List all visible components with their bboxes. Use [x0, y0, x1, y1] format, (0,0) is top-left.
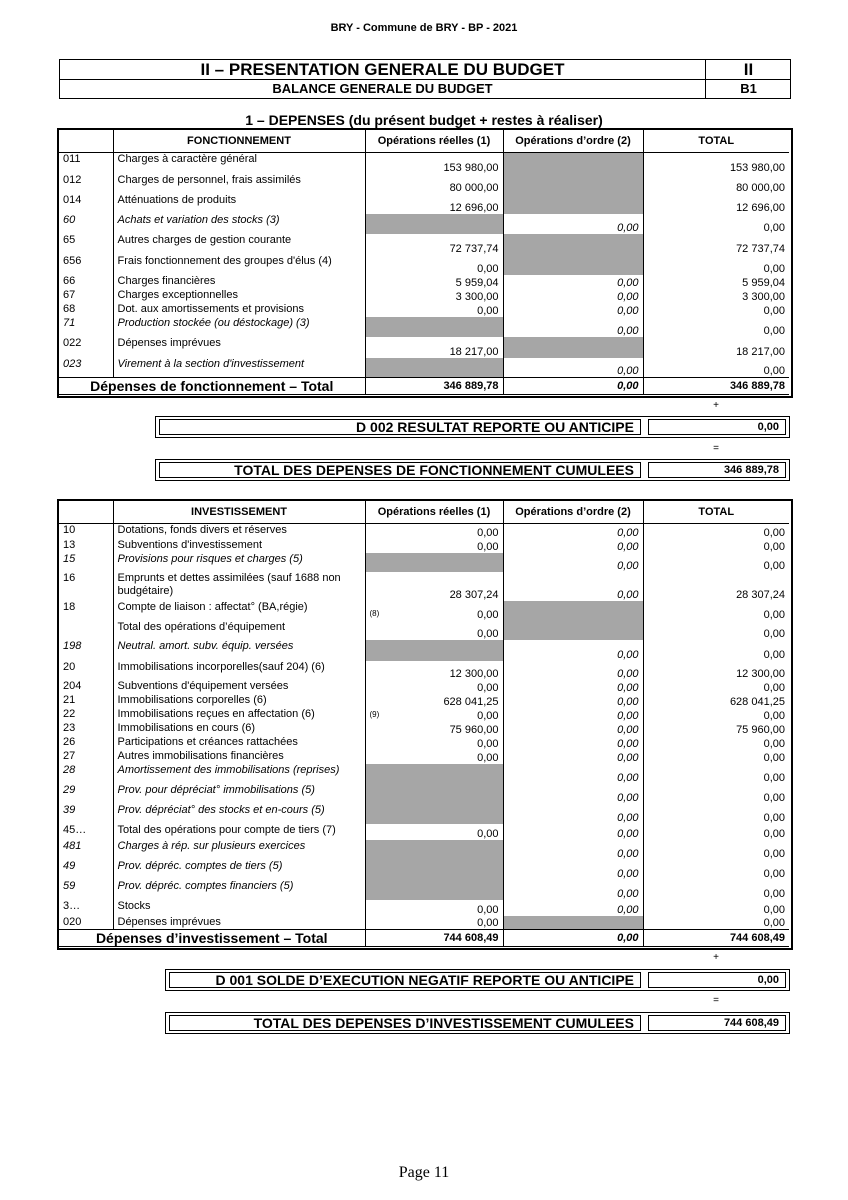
row-reel: 0,00 — [365, 303, 503, 317]
row-total: 0,00 — [643, 317, 789, 337]
row-ordre: 0,00 — [503, 736, 643, 750]
row-code: 45… — [63, 823, 87, 836]
row-label: Immobilisations en cours (6) — [113, 722, 365, 736]
row-total: 0,00 — [643, 708, 789, 722]
header-investissement: INVESTISSEMENT — [113, 501, 365, 524]
row-reel: 0,00 — [365, 824, 503, 840]
header-reel: Opérations réelles (1) — [365, 501, 503, 524]
table-row — [59, 736, 789, 750]
row-total: 0,00 — [643, 539, 789, 553]
row-label: Charges à rép. sur plusieurs exercices — [113, 840, 365, 860]
table-row — [59, 860, 789, 880]
table-row — [59, 804, 789, 824]
row-total: 18 217,00 — [643, 337, 789, 358]
row-label: Charges financières — [113, 275, 365, 289]
row-reel: 75 960,00 — [365, 722, 503, 736]
row-label: Participations et créances rattachées — [113, 736, 365, 750]
table-row — [59, 275, 789, 289]
row-label: Stocks — [113, 900, 365, 916]
fonctionnement-total-ordre: 0,00 — [503, 378, 643, 395]
investissement-total-reel: 744 608,49 — [365, 930, 503, 947]
row-reel — [365, 840, 503, 860]
table-row — [59, 289, 789, 303]
row-ordre: 0,00 — [503, 524, 643, 539]
row-code: 023 — [63, 357, 82, 370]
row-ordre: 0,00 — [503, 289, 643, 303]
row-reel: 0,00 — [365, 900, 503, 916]
row-ordre: 0,00 — [503, 303, 643, 317]
row-label: Dot. aux amortissements et provisions — [113, 303, 365, 317]
row-ordre: 0,00 — [503, 661, 643, 680]
row-label: Subventions d'investissement — [113, 539, 365, 553]
row-label: Amortissement des immobilisations (reprises) — [113, 764, 365, 784]
row-label: Prov. dépréciat° des stocks et en-cours (5) — [113, 804, 365, 824]
row-code: 014 — [63, 193, 82, 206]
table-row — [59, 553, 789, 572]
row-reel — [365, 601, 503, 621]
row-label: Compte de liaison : affectat° (BA,régie) — [113, 601, 365, 621]
row-label: Dotations, fonds divers et réserves — [113, 524, 365, 539]
page-subtitle-code: B1 — [705, 80, 791, 98]
row-code: 60 — [63, 213, 76, 226]
row-reel — [365, 804, 503, 824]
row-ordre — [503, 174, 643, 194]
table-row — [59, 174, 789, 194]
row-total: 0,00 — [643, 680, 789, 694]
table-row — [59, 640, 789, 661]
row-code: 198 — [63, 639, 82, 652]
table-row — [59, 900, 789, 916]
row-label: Emprunts et dettes assimilées (sauf 1688 non budgétaire) — [113, 572, 365, 601]
table-row — [59, 572, 789, 601]
header-fonctionnement: FONCTIONNEMENT — [113, 130, 365, 153]
row-total: 0,00 — [643, 880, 789, 900]
row-code: 27 — [63, 749, 76, 762]
row-code: 22 — [63, 707, 76, 720]
row-code: 13 — [63, 538, 76, 551]
row-reel: 0,00 — [365, 621, 503, 640]
row-code: 15 — [63, 552, 76, 565]
row-total: 0,00 — [643, 860, 789, 880]
row-reel: 12 300,00 — [365, 661, 503, 680]
row-code: 20 — [63, 660, 76, 673]
row-label: Autres immobilisations financières — [113, 750, 365, 764]
row-label: Prov. pour dépréciat° immobilisations (5) — [113, 784, 365, 804]
row-ordre — [503, 153, 643, 174]
row-code: 656 — [63, 254, 82, 267]
row-total: 0,00 — [643, 824, 789, 840]
row-total: 0,00 — [643, 916, 789, 930]
row-ordre: 0,00 — [503, 680, 643, 694]
row-code: 23 — [63, 721, 76, 734]
fonctionnement-cumul-label: TOTAL DES DEPENSES DE FONCTIONNEMENT CUMULEES — [159, 462, 641, 478]
row-total: 0,00 — [643, 784, 789, 804]
table-row — [59, 880, 789, 900]
row-reel — [365, 317, 503, 337]
fonctionnement-rows — [59, 153, 789, 378]
table-row — [59, 708, 789, 722]
row-ordre: 0,00 — [503, 722, 643, 736]
row-ordre: 0,00 — [503, 214, 643, 234]
table-row — [59, 722, 789, 736]
row-total: 5 959,04 — [643, 275, 789, 289]
row-label: Immobilisations incorporelles(sauf 204) (6) — [113, 661, 365, 680]
row-reel — [365, 784, 503, 804]
row-code: 21 — [63, 693, 76, 706]
row-reel: 0,00 — [365, 524, 503, 539]
row-reel: 28 307,24 — [365, 572, 503, 601]
header-ordre: Opérations d’ordre (2) — [503, 130, 643, 153]
row-code: 020 — [63, 915, 82, 928]
row-label: Total des opérations d’équipement — [113, 621, 365, 640]
row-label: Immobilisations corporelles (6) — [113, 694, 365, 708]
row-reel: 0,00 — [365, 539, 503, 553]
table-row — [59, 824, 789, 840]
fonctionnement-total-label: Dépenses de fonctionnement – Total — [59, 378, 365, 395]
row-total: 75 960,00 — [643, 722, 789, 736]
row-label: Provisions pour risques et charges (5) — [113, 553, 365, 572]
row-ordre — [503, 194, 643, 214]
row-code: 3… — [63, 899, 81, 912]
row-total: 12 300,00 — [643, 661, 789, 680]
row-reel: 3 300,00 — [365, 289, 503, 303]
row-reel: 628 041,25 — [365, 694, 503, 708]
row-code: 022 — [63, 336, 82, 349]
row-reel-value: 0,00 — [477, 608, 499, 621]
row-ordre — [503, 234, 643, 255]
row-ordre: 0,00 — [503, 708, 643, 722]
investissement-total-label: Dépenses d’investissement – Total — [59, 930, 365, 947]
row-ordre — [503, 255, 643, 275]
row-label: Prov. dépréc. comptes financiers (5) — [113, 880, 365, 900]
row-reel: 0,00 — [365, 916, 503, 930]
row-ordre: 0,00 — [503, 275, 643, 289]
row-reel — [365, 553, 503, 572]
row-label: Autres charges de gestion courante — [113, 234, 365, 255]
equals-sign: = — [713, 443, 719, 454]
document-header: BRY - Commune de BRY - BP - 2021 — [330, 22, 518, 34]
header-total: TOTAL — [643, 130, 789, 153]
row-code: 16 — [63, 571, 76, 584]
fonctionnement-cumul-box — [155, 459, 790, 481]
row-ordre — [503, 601, 643, 621]
row-total: 0,00 — [643, 621, 789, 640]
table-row — [59, 214, 789, 234]
section-title: 1 – DEPENSES (du présent budget + restes à réaliser) — [245, 112, 603, 128]
row-code: 66 — [63, 274, 76, 287]
investissement-total-row — [59, 930, 789, 947]
row-reel: 0,00 — [365, 680, 503, 694]
d001-result-box — [165, 969, 790, 991]
d002-result-box — [155, 416, 790, 438]
row-ordre: 0,00 — [503, 880, 643, 900]
row-code: 012 — [63, 173, 82, 186]
table-row — [59, 358, 789, 378]
row-code: 67 — [63, 288, 76, 301]
row-total: 12 696,00 — [643, 194, 789, 214]
table-row — [59, 916, 789, 930]
fonctionnement-total-reel: 346 889,78 — [365, 378, 503, 395]
row-total: 0,00 — [643, 601, 789, 621]
row-total: 0,00 — [643, 900, 789, 916]
header-code — [59, 501, 113, 524]
row-note: (9) — [369, 709, 380, 719]
row-label: Charges à caractère général — [113, 153, 365, 174]
row-reel: 5 959,04 — [365, 275, 503, 289]
row-ordre — [503, 621, 643, 640]
row-ordre: 0,00 — [503, 764, 643, 784]
investissement-total-ordre: 0,00 — [503, 930, 643, 947]
row-ordre: 0,00 — [503, 317, 643, 337]
row-ordre: 0,00 — [503, 784, 643, 804]
row-reel — [365, 764, 503, 784]
equals-sign: = — [713, 995, 719, 1006]
row-label: Dépenses imprévues — [113, 337, 365, 358]
investissement-cumul-value: 744 608,49 — [648, 1015, 786, 1031]
row-label: Production stockée (ou déstockage) (3) — [113, 317, 365, 337]
row-code: 10 — [63, 524, 76, 536]
row-reel — [365, 358, 503, 378]
row-label: Achats et variation des stocks (3) — [113, 214, 365, 234]
table-row — [59, 601, 789, 621]
row-total: 80 000,00 — [643, 174, 789, 194]
row-label: Neutral. amort. subv. équip. versées — [113, 640, 365, 661]
row-total: 0,00 — [643, 640, 789, 661]
table-row — [59, 255, 789, 275]
investissement-table — [59, 501, 789, 947]
row-code: 65 — [63, 233, 76, 246]
row-reel — [365, 860, 503, 880]
row-note: (8) — [369, 608, 380, 618]
page-subtitle: BALANCE GENERALE DU BUDGET — [272, 81, 493, 96]
d002-label: D 002 RESULTAT REPORTE OU ANTICIPE — [159, 419, 641, 435]
row-ordre: 0,00 — [503, 539, 643, 553]
row-total: 0,00 — [643, 255, 789, 275]
row-total: 0,00 — [643, 553, 789, 572]
row-label: Charges de personnel, frais assimilés — [113, 174, 365, 194]
row-label: Virement à la section d'investissement — [113, 358, 365, 378]
row-label: Dépenses imprévues — [113, 916, 365, 930]
row-total: 0,00 — [643, 804, 789, 824]
table-row — [59, 680, 789, 694]
row-total: 0,00 — [643, 750, 789, 764]
row-reel: 80 000,00 — [365, 174, 503, 194]
table-row — [59, 153, 789, 174]
d001-value: 0,00 — [648, 972, 786, 988]
row-reel: 0,00 — [365, 736, 503, 750]
row-code: 011 — [63, 153, 81, 165]
row-label: Frais fonctionnement des groupes d'élus (4) — [113, 255, 365, 275]
fonctionnement-table — [59, 130, 789, 395]
row-code: 28 — [63, 763, 76, 776]
row-reel: 18 217,00 — [365, 337, 503, 358]
header-code — [59, 130, 113, 153]
plus-sign: + — [713, 952, 719, 963]
row-ordre: 0,00 — [503, 553, 643, 572]
row-reel: 0,00 — [365, 255, 503, 275]
row-reel — [365, 214, 503, 234]
table-row — [59, 661, 789, 680]
table-row — [59, 317, 789, 337]
row-total: 0,00 — [643, 303, 789, 317]
row-code: 26 — [63, 735, 76, 748]
table-row — [59, 840, 789, 860]
d002-value: 0,00 — [648, 419, 786, 435]
investissement-rows — [59, 524, 789, 930]
table-row — [59, 303, 789, 317]
page-number: Page 11 — [398, 1164, 450, 1181]
row-code: 18 — [63, 600, 76, 613]
row-code: 71 — [63, 316, 76, 329]
row-code: 39 — [63, 803, 76, 816]
row-label: Atténuations de produits — [113, 194, 365, 214]
row-ordre: 0,00 — [503, 900, 643, 916]
row-ordre: 0,00 — [503, 358, 643, 378]
row-reel: 72 737,74 — [365, 234, 503, 255]
row-label: Total des opérations pour compte de tiers (7) — [113, 824, 365, 840]
table-row — [59, 750, 789, 764]
row-total: 0,00 — [643, 840, 789, 860]
row-total: 3 300,00 — [643, 289, 789, 303]
plus-sign: + — [713, 400, 719, 411]
table-row — [59, 524, 789, 539]
table-row — [59, 784, 789, 804]
row-ordre — [503, 916, 643, 930]
row-reel: 153 980,00 — [365, 153, 503, 174]
row-ordre: 0,00 — [503, 824, 643, 840]
investissement-cumul-label: TOTAL DES DEPENSES D’INVESTISSEMENT CUMULEES — [169, 1015, 641, 1031]
table-row — [59, 539, 789, 553]
row-code — [59, 621, 113, 640]
row-ordre: 0,00 — [503, 640, 643, 661]
table-row — [59, 194, 789, 214]
fonctionnement-total-row — [59, 378, 789, 395]
row-ordre — [503, 337, 643, 358]
table-row — [59, 764, 789, 784]
row-reel-value: 0,00 — [477, 709, 499, 722]
title-box — [59, 59, 791, 99]
row-ordre: 0,00 — [503, 860, 643, 880]
row-reel — [365, 640, 503, 661]
row-code: 481 — [63, 839, 82, 852]
fonctionnement-cumul-value: 346 889,78 — [648, 462, 786, 478]
row-label: Prov. dépréc. comptes de tiers (5) — [113, 860, 365, 880]
header-reel: Opérations réelles (1) — [365, 130, 503, 153]
header-ordre: Opérations d’ordre (2) — [503, 501, 643, 524]
table-row — [59, 337, 789, 358]
row-total: 153 980,00 — [643, 153, 789, 174]
header-total: TOTAL — [643, 501, 789, 524]
row-ordre: 0,00 — [503, 840, 643, 860]
row-reel: 12 696,00 — [365, 194, 503, 214]
table-row — [59, 621, 789, 640]
page-title: II – PRESENTATION GENERALE DU BUDGET — [200, 60, 565, 79]
row-total: 28 307,24 — [643, 572, 789, 601]
row-total: 72 737,74 — [643, 234, 789, 255]
fonctionnement-total-total: 346 889,78 — [643, 378, 789, 395]
row-total: 0,00 — [643, 764, 789, 784]
row-total: 0,00 — [643, 524, 789, 539]
d001-label: D 001 SOLDE D’EXECUTION NEGATIF REPORTE OU ANTICIPE — [169, 972, 641, 988]
row-label: Charges exceptionnelles — [113, 289, 365, 303]
investissement-total-total: 744 608,49 — [643, 930, 789, 947]
row-total: 0,00 — [643, 358, 789, 378]
row-total: 0,00 — [643, 736, 789, 750]
row-label: Immobilisations reçues en affectation (6) — [113, 708, 365, 722]
row-total: 628 041,25 — [643, 694, 789, 708]
row-reel — [365, 708, 503, 722]
row-reel: 0,00 — [365, 750, 503, 764]
row-reel — [365, 880, 503, 900]
row-code: 49 — [63, 859, 76, 872]
row-ordre: 0,00 — [503, 694, 643, 708]
table-row — [59, 234, 789, 255]
investissement-cumul-box — [165, 1012, 790, 1034]
row-code: 59 — [63, 879, 76, 892]
row-code: 204 — [63, 679, 82, 692]
row-label: Subventions d'équipement versées — [113, 680, 365, 694]
row-ordre: 0,00 — [503, 804, 643, 824]
row-ordre: 0,00 — [503, 572, 643, 601]
page-title-code: II — [705, 60, 791, 79]
row-code: 68 — [63, 302, 76, 315]
row-code: 29 — [63, 783, 76, 796]
row-total: 0,00 — [643, 214, 789, 234]
row-ordre: 0,00 — [503, 750, 643, 764]
table-row — [59, 694, 789, 708]
